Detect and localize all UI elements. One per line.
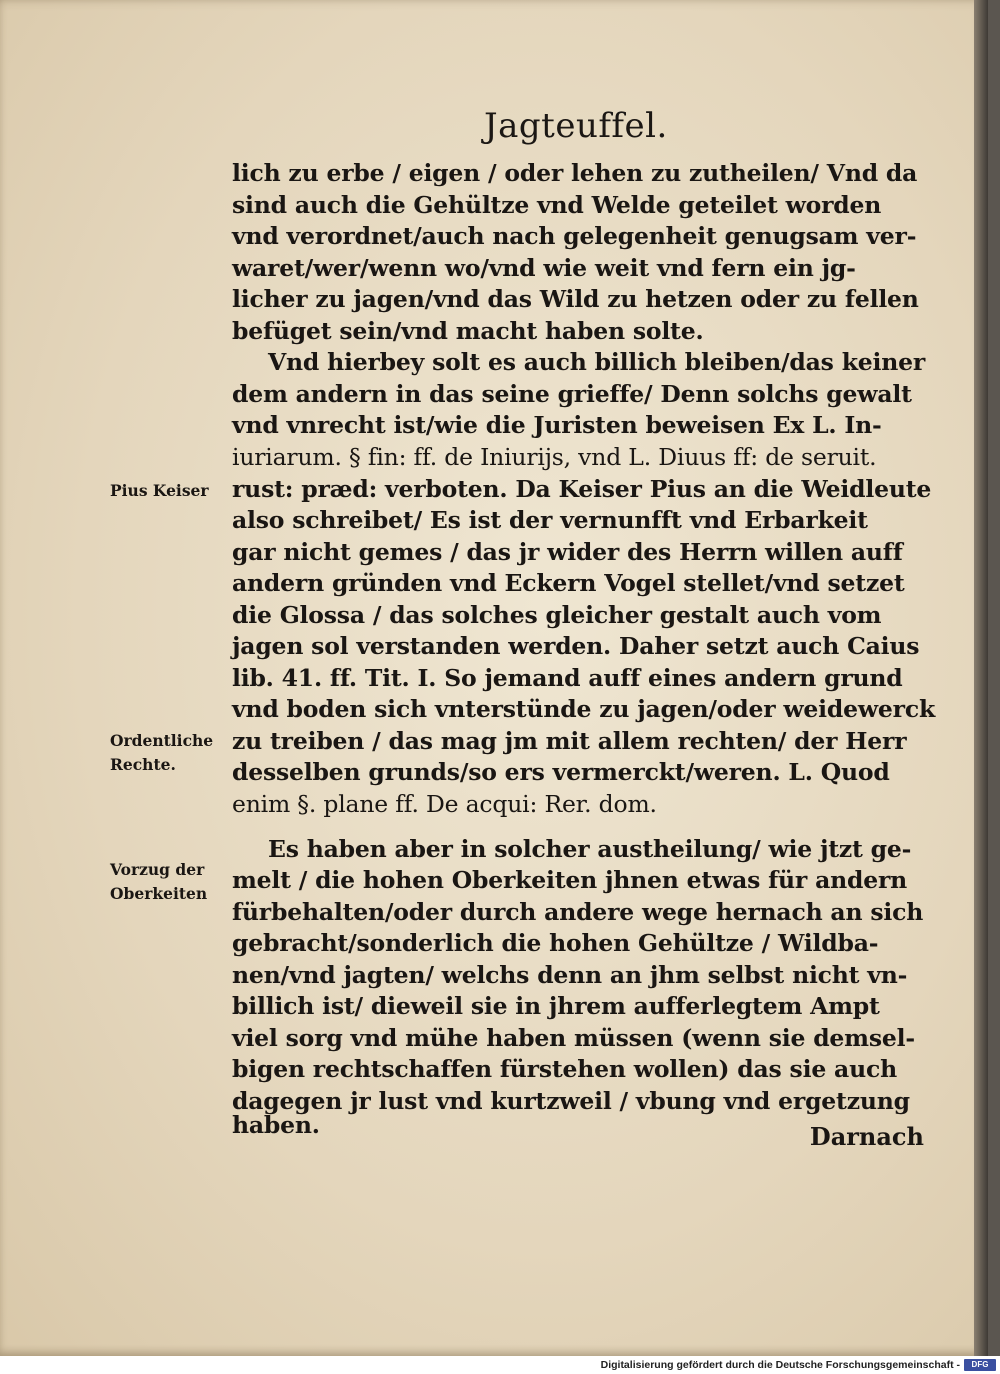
page-spine-shadow xyxy=(974,0,988,1356)
body-line: dagegen jr lust vnd kurtzweil / vbung vnd ergetzung xyxy=(232,1087,910,1115)
digitization-footer xyxy=(0,1356,1000,1374)
footer-credit: Digitalisierung gefördert durch die Deutsche Forschungsgemeinschaft - xyxy=(600,1359,960,1371)
body-line: die Glossa / das solches gleicher gestalt auch vom xyxy=(232,601,882,629)
body-line: rust: præd: verboten. Da Keiser Pius an die Weidleute xyxy=(232,475,932,503)
body-line: lib. 41. ff. Tit. I. So jemand auff eines andern grund xyxy=(232,664,903,692)
margin-note-rechte-1: Ordentliche xyxy=(110,731,214,750)
body-line: jagen sol verstanden werden. Daher setzt auch Caius xyxy=(232,632,920,660)
body-line: lich zu erbe / eigen / oder lehen zu zutheilen/ Vnd da xyxy=(232,159,918,187)
body-line: sind auch die Gehültze vnd Welde geteilet worden xyxy=(232,191,882,219)
body-line: gebracht/sonderlich die hohen Gehültze / Wildba- xyxy=(232,929,879,957)
body-line: befüget sein/vnd macht haben solte. xyxy=(232,317,704,345)
body-line: haben. xyxy=(232,1111,320,1139)
margin-note-vorzug-2: Oberkeiten xyxy=(110,884,208,903)
body-line: Es haben aber in solcher austheilung/ wie jtzt ge- xyxy=(268,835,912,863)
margin-note-pius: Pius Keiser xyxy=(110,481,209,500)
body-line: zu treiben / das mag jm mit allem rechten/ der Herr xyxy=(232,727,907,755)
body-line: gar nicht gemes / das jr wider des Herrn willen auff xyxy=(232,538,903,566)
body-line: nen/vnd jagten/ welchs denn an jhm selbst nicht vn- xyxy=(232,961,908,989)
body-line: melt / die hohen Oberkeiten jhnen etwas für andern xyxy=(232,866,908,894)
body-line: dem andern in das seine grieffe/ Denn solchs gewalt xyxy=(232,380,912,408)
body-line: enim §. plane ff. De acqui: Rer. dom. xyxy=(232,790,657,818)
body-line: iuriarum. § fin: ff. de Iniurijs, vnd L. Diuus ff: de seruit. xyxy=(232,443,877,471)
body-line: waret/wer/wenn wo/vnd wie weit vnd fern ein jg- xyxy=(232,254,856,282)
body-line: vnd boden sich vnterstünde zu jagen/oder weidewerck xyxy=(232,695,936,723)
body-line: bigen rechtschaffen fürstehen wollen) das sie auch xyxy=(232,1055,897,1083)
body-line: viel sorg vnd mühe haben müssen (wenn sie demsel- xyxy=(232,1024,915,1052)
body-line: fürbehalten/oder durch andere wege hernach an sich xyxy=(232,898,924,926)
running-title: Jagteuffel. xyxy=(484,106,668,146)
body-line: billich ist/ dieweil sie in jhrem aufferlegtem Ampt xyxy=(232,992,880,1020)
body-line: licher zu jagen/vnd das Wild zu hetzen oder zu fellen xyxy=(232,285,919,313)
body-line: vnd verordnet/auch nach gelegenheit genugsam ver- xyxy=(232,222,917,250)
catchword: Darnach xyxy=(809,1122,924,1151)
body-line: Vnd hierbey solt es auch billich bleiben/das keiner xyxy=(268,348,926,376)
margin-note-rechte-2: Rechte. xyxy=(110,755,176,774)
body-line: vnd vnrecht ist/wie die Juristen beweisen Ex L. In- xyxy=(232,411,882,439)
margin-note-vorzug-1: Vorzug der xyxy=(110,860,205,879)
body-line: andern gründen vnd Eckern Vogel stellet/vnd setzet xyxy=(232,569,905,597)
body-line: desselben grunds/so ers vermerckt/weren. L. Quod xyxy=(232,758,890,786)
dfg-logo: DFG xyxy=(964,1359,996,1371)
body-line: also schreibet/ Es ist der vernunfft vnd Erbarkeit xyxy=(232,506,868,534)
